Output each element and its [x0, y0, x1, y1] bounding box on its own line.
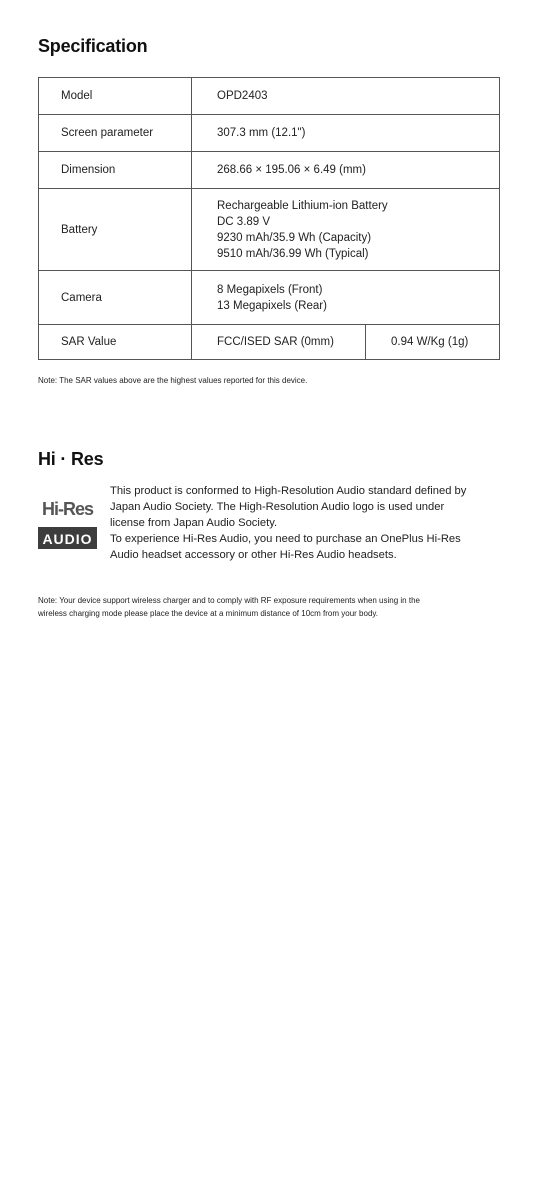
screen-label: Screen parameter: [39, 115, 192, 152]
logo-bottom-text: AUDIO: [42, 531, 93, 547]
hires-line: Japan Audio Society. The High-Resolution Audio logo is used under: [110, 501, 445, 513]
screen-value: 307.3 mm (12.1"): [192, 115, 500, 152]
table-row-sar: [39, 325, 500, 360]
battery-value: [192, 189, 500, 271]
sar-note: Note: The SAR values above are the highest values reported for this device.: [38, 376, 308, 385]
hires-heading: Hi · Res: [38, 449, 104, 469]
logo-top-text: Hi-Res: [41, 499, 94, 519]
dimension-label: Dimension: [39, 152, 192, 189]
battery-line: DC 3.89 V: [217, 215, 271, 228]
battery-label: Battery: [39, 189, 192, 271]
hires-line: Audio headset accessory or other Hi-Res Audio headsets.: [110, 549, 397, 561]
table-row-model: [39, 78, 500, 115]
battery-line: Rechargeable Lithium-ion Battery: [217, 199, 388, 212]
hires-line: To experience Hi-Res Audio, you need to purchase an OnePlus Hi-Res: [110, 533, 461, 545]
table-row-battery: [39, 189, 500, 271]
battery-line: 9510 mAh/36.99 Wh (Typical): [217, 247, 369, 260]
sar-value: 0.94 W/Kg (1g): [366, 325, 500, 360]
camera-line: 13 Megapixels (Rear): [217, 299, 327, 312]
dimension-value: 268.66 × 195.06 × 6.49 (mm): [192, 152, 500, 189]
camera-line: 8 Megapixels (Front): [217, 283, 323, 296]
sar-label: SAR Value: [39, 325, 192, 360]
table-row-camera: [39, 271, 500, 325]
wireless-charging-note: [38, 594, 498, 620]
model-label: Model: [39, 78, 192, 115]
sar-standard: FCC/ISED SAR (0mm): [192, 325, 366, 360]
battery-line: 9230 mAh/35.9 Wh (Capacity): [217, 231, 372, 244]
hires-description: [110, 483, 505, 563]
specification-table: [38, 77, 500, 360]
table-row-dimension: [39, 152, 500, 189]
camera-value: [192, 271, 500, 325]
model-value: OPD2403: [192, 78, 500, 115]
hires-line: license from Japan Audio Society.: [110, 517, 278, 529]
wireless-note-line: wireless charging mode please place the device at a minimum distance of 10cm from your body.: [38, 609, 379, 618]
camera-label: Camera: [39, 271, 192, 325]
wireless-note-line: Note: Your device support wireless charger and to comply with RF exposure requirements when using in the: [38, 596, 420, 605]
specification-heading: Specification: [38, 36, 148, 56]
hi-res-audio-logo-icon: [38, 490, 97, 549]
table-row-screen: [39, 115, 500, 152]
hires-line: This product is conformed to High-Resolution Audio standard defined by: [110, 485, 467, 497]
